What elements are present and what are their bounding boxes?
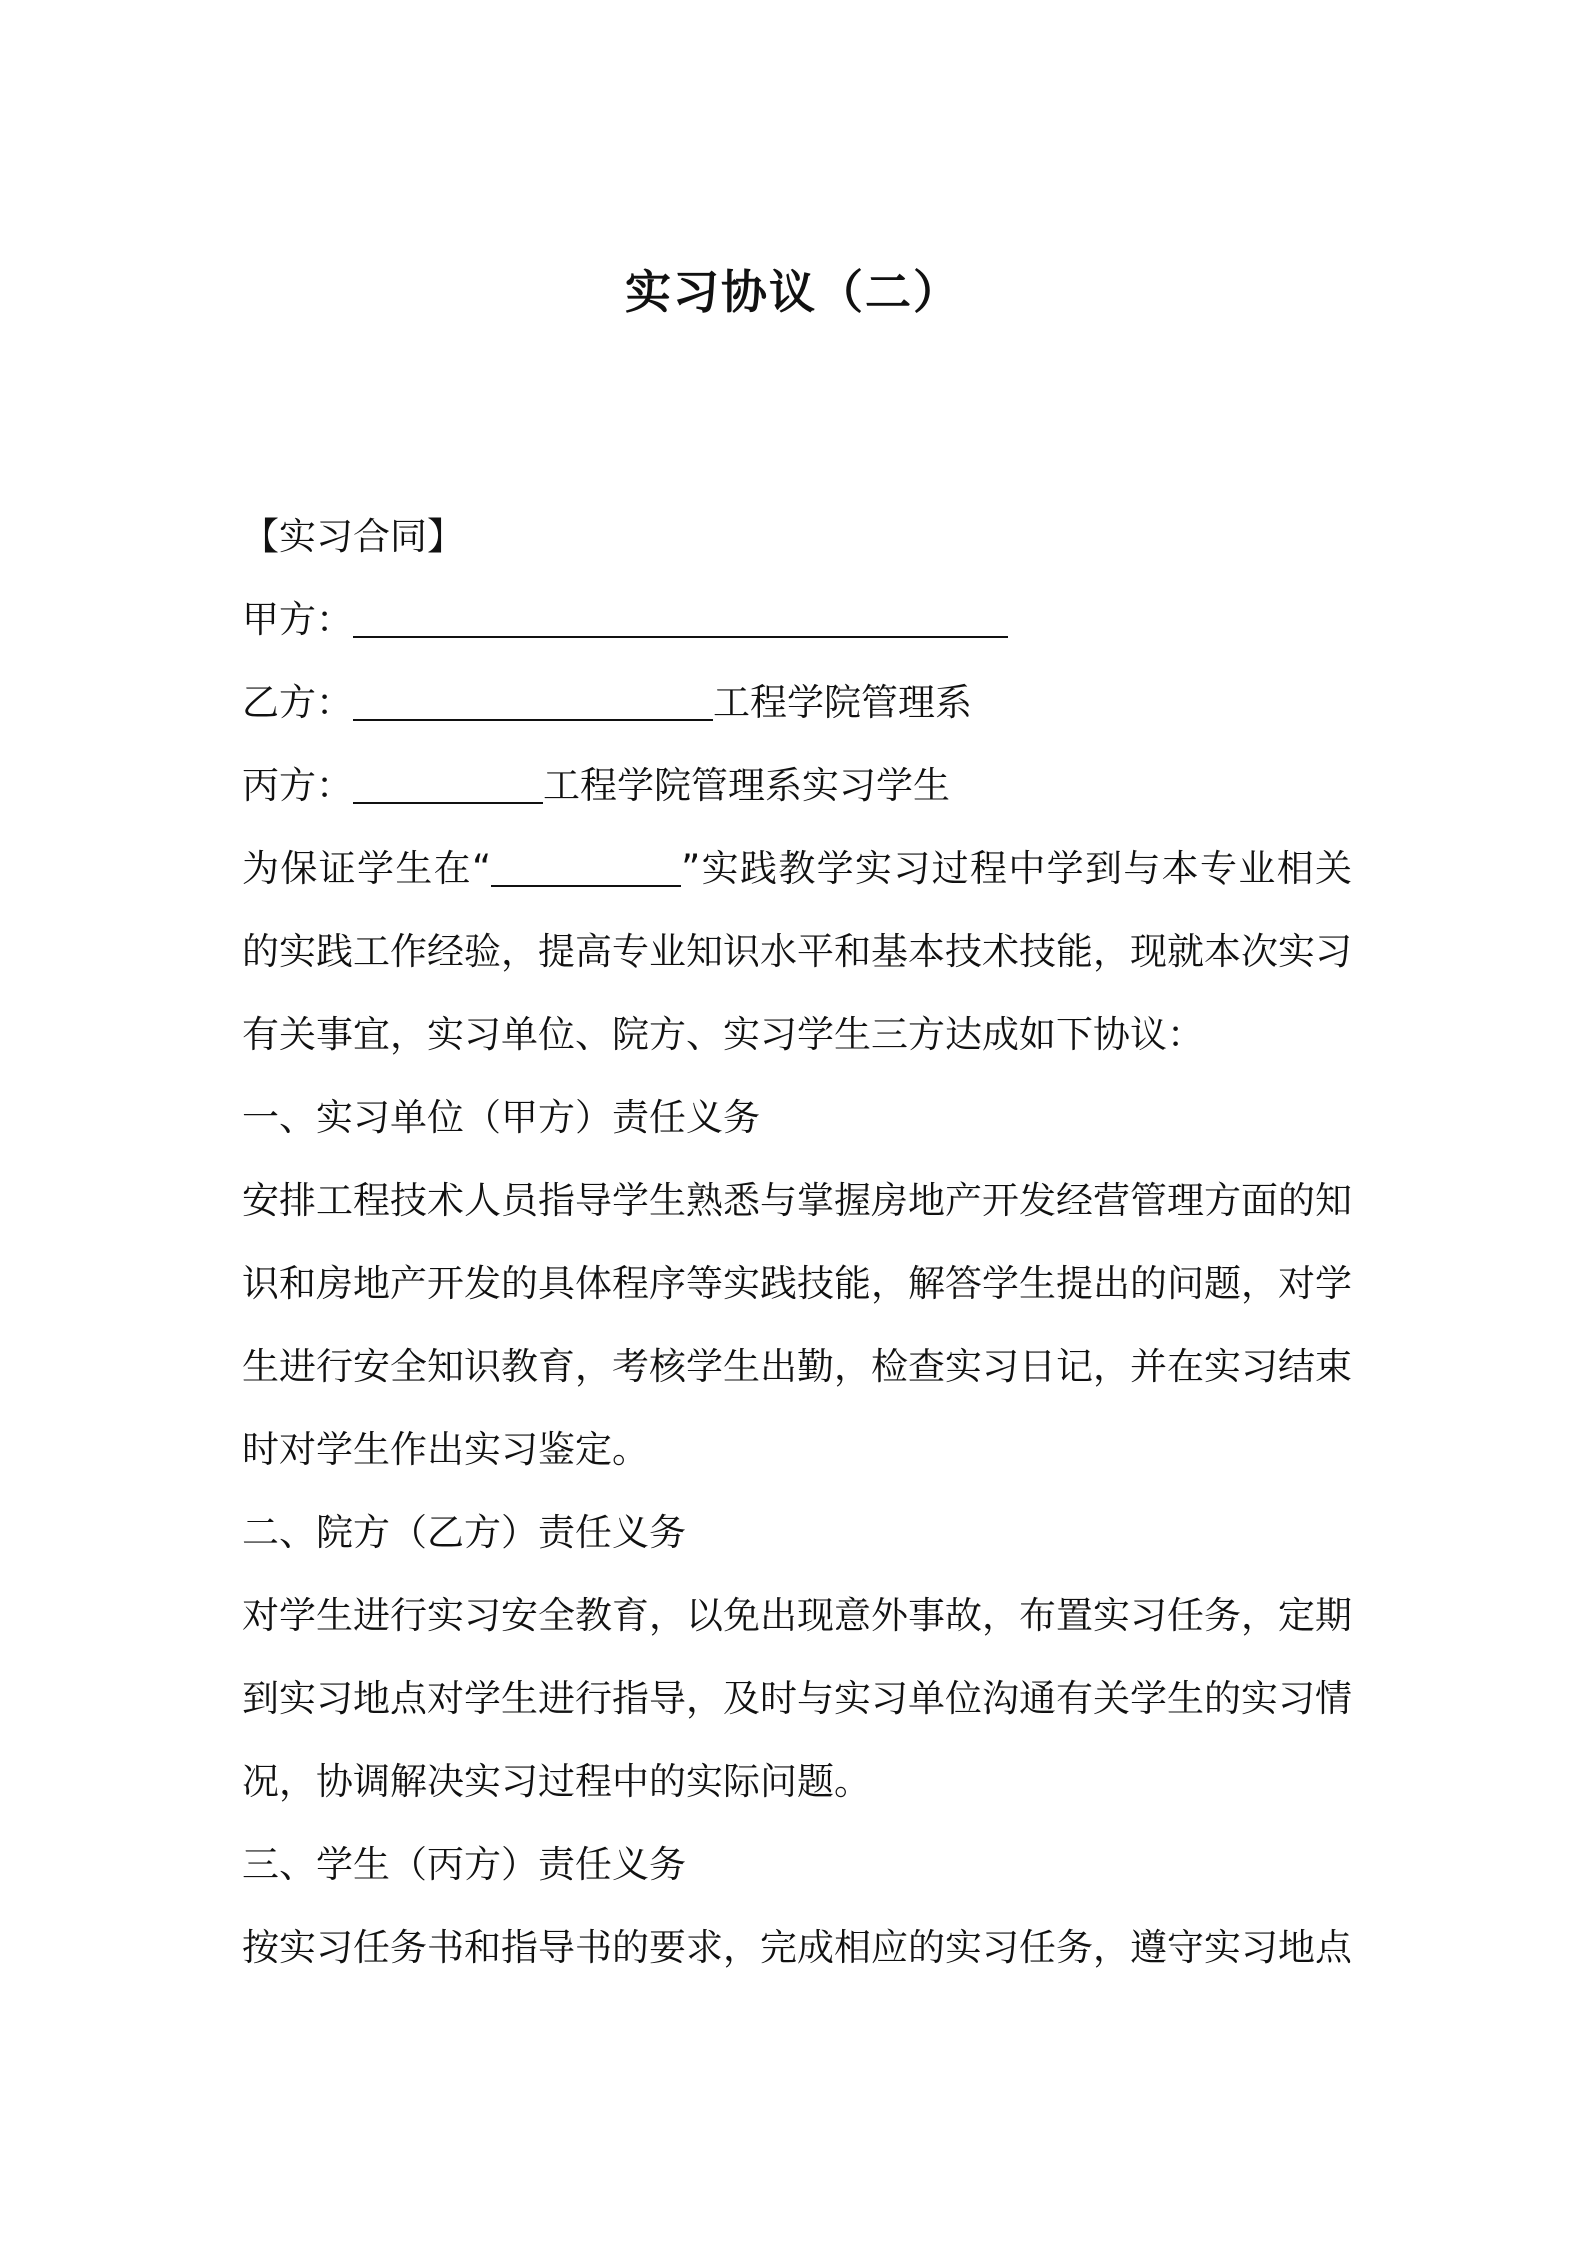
party-c-label: 丙方： (242, 764, 353, 807)
party-b-blank (353, 679, 713, 721)
party-b-line (242, 661, 1352, 744)
party-a-line (242, 578, 1352, 661)
party-c-blank (353, 762, 543, 804)
document-title: 实习协议（二） (625, 265, 961, 319)
party-c-line (242, 744, 1352, 827)
heading-1: 一、实习单位（甲方）责任义务 (242, 1096, 760, 1139)
party-a-blank (353, 596, 1008, 638)
intro-prefix: 为保证学生在“ (242, 847, 492, 890)
party-b-label: 乙方： (242, 681, 353, 724)
intro-paragraph (242, 827, 1352, 1076)
paragraph-2: 对学生进行实习安全教育，以免出现意外事故，布置实习任务，定期到实习地点对学生进行指导，及时与实习单位沟通有关学生的实习情况，协调解决实习过程中的实际问题。 (242, 1594, 1352, 1803)
party-b-suffix: 工程学院管理系 (713, 681, 972, 724)
section-header: 【实习合同】 (242, 515, 464, 558)
intro-blank (491, 845, 681, 887)
paragraph-1: 安排工程技术人员指导学生熟悉与掌握房地产开发经营管理方面的知识和房地产开发的具体程序等实践技能，解答学生提出的问题，对学生进行安全知识教育，考核学生出勤，检查实习日记，并在实习结束时对学生作出实习鉴定。 (242, 1179, 1352, 1471)
intro-body: ”实践教学实习过程中学到与本专业相关的实践工作经验，提高专业知识水平和基本技术技能，现就本次实习有关事宜，实习单位、院方、实习学生三方达成如下协议： (242, 847, 1352, 1056)
document-body (242, 495, 1352, 1989)
party-a-label: 甲方： (242, 598, 353, 641)
heading-3: 三、学生（丙方）责任义务 (242, 1843, 686, 1886)
party-c-suffix: 工程学院管理系实习学生 (543, 764, 950, 807)
paragraph-3: 按实习任务书和指导书的要求，完成相应的实习任务，遵守实习地点 (242, 1926, 1352, 1969)
heading-2: 二、院方（乙方）责任义务 (242, 1511, 686, 1554)
